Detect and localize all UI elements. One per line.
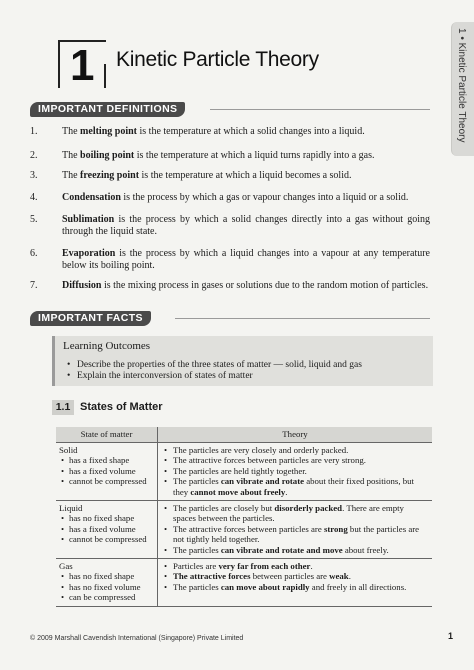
state-name: Gas [59,561,73,572]
definition-number: 3. [30,170,38,181]
state-property: • has a fixed volume [61,523,136,534]
definition-number: 2. [30,150,38,161]
facts-banner: IMPORTANT FACTS [30,311,151,326]
definition-text: The freezing point is the temperature at which a liquid becomes a solid. [62,170,352,181]
state-property: • can be compressed [61,592,136,603]
section-number: 1.1 [52,400,74,415]
definition-text: Sublimation is the process by which a solid changes directly into a gas without going through the liquid state. [62,214,430,237]
definition-number: 7. [30,280,38,291]
theory-point: • The attractive forces between particles are strong but the particles are not tightly held together. [164,523,420,545]
state-property: • has no fixed volume [61,581,141,592]
state-property: • cannot be compressed [61,476,147,487]
state-property: • has a fixed shape [61,455,130,466]
banner-rule [175,318,430,319]
state-cell [56,501,158,559]
table-row [56,501,432,559]
banner-rule [210,109,430,110]
state-property: • has no fixed shape [61,513,135,524]
states-of-matter-table [56,427,432,607]
definitions-banner: IMPORTANT DEFINITIONS [30,102,185,117]
theory-point: • The particles can move about rapidly and freely in all directions. [164,581,407,592]
section-title: States of Matter [80,401,163,413]
theory-cell [158,443,433,501]
state-cell [56,559,158,607]
chapter-side-tab [451,22,474,156]
theory-point: • The attractive forces between particles are weak. [164,571,351,582]
table-row [56,559,432,607]
chapter-title: Kinetic Particle Theory [116,48,319,71]
chapter-number-box [58,40,106,88]
theory-cell [158,501,433,559]
state-property: • has a fixed volume [61,465,136,476]
definition-number: 4. [30,192,38,203]
table-header: Theory [158,427,433,443]
theory-point: • The particles can vibrate and rotate about their fixed positions, but they cannot move about freely. [164,476,414,497]
state-property: • has no fixed shape [61,571,135,582]
state-name: Solid [59,445,78,455]
theory-cell [158,559,433,607]
table-row [56,443,432,501]
chapter-divider [104,64,106,88]
definition-text: The boiling point is the temperature at which a liquid turns rapidly into a gas. [62,150,375,161]
learning-outcomes-title: Learning Outcomes [63,340,151,352]
definition-text: Condensation is the process by which a gas or vapour changes into a liquid or a solid. [62,192,409,203]
theory-point: • Particles are very far from each other. [164,561,313,572]
page-number: 1 [448,631,454,641]
theory-point: • The particles are held tightly together. [164,465,307,476]
definition-number: 6. [30,248,38,259]
learning-outcomes-box: Learning Outcomes • Describe the properties of the three states of matter — solid, liquid and gas • Explain the interconversion of states of matter [52,336,433,386]
theory-point: • The particles can vibrate and rotate and move about freely. [164,544,389,555]
state-name: Liquid [59,503,83,514]
table-header: State of matter [56,427,158,443]
chapter-number: 1 [70,41,95,90]
theory-point: • The attractive forces between particles are very strong. [164,455,366,466]
definition-number: 5. [30,214,38,225]
state-cell [56,443,158,501]
theory-point: • The particles are closely but disorderly packed. There are empty spaces between the particles. [164,503,404,524]
definition-number: 1. [30,126,38,137]
copyright-footer: © 2009 Marshall Cavendish International (Singapore) Private Limited [30,635,244,642]
side-tab-label: 1 • Kinetic Particle Theory [456,28,467,143]
definition-text: The melting point is the temperature at which a solid changes into a liquid. [62,126,365,137]
definition-text: Diffusion is the mixing process in gases or solutions due to the random motion of particles. [62,280,429,291]
definition-text: Evaporation is the process by which a liquid changes into a vapour at any temperature below its boiling point. [62,248,430,271]
state-property: • cannot be compressed [61,534,147,545]
theory-point: • The particles are very closely and orderly packed. [164,445,349,455]
